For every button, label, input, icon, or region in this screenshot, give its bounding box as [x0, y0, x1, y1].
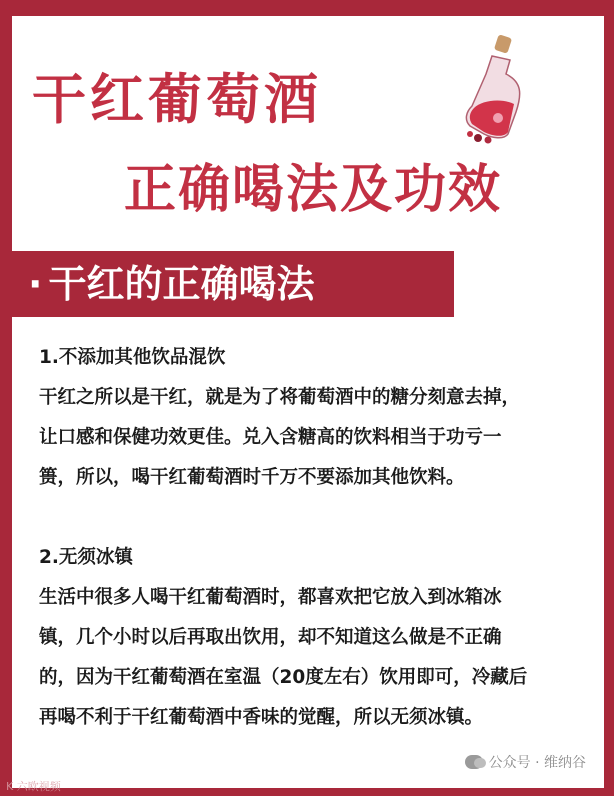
item-2-heading: 2.无须冰镇: [39, 547, 133, 568]
watermark-text: 公众号 · 维纳谷: [488, 755, 586, 771]
corner-watermark: K 六欧视频: [6, 780, 61, 793]
item-2-line: 镇，几个小时以后再取出饮用，却不知道这么做是不正确: [39, 627, 502, 648]
item-2-line: 再喝不利于干红葡萄酒中香味的觉醒，所以无须冰镇。: [39, 707, 484, 728]
watermark: [465, 752, 586, 772]
item-2-line: 生活中很多人喝干红葡萄酒时，都喜欢把它放入到冰箱冰: [39, 587, 502, 608]
item-1-line: 篑，所以，喝干红葡萄酒时千万不要添加其他饮料。: [39, 467, 465, 488]
item-2-line: 的，因为干红葡萄酒在室温（20度左右）饮用即可，冷藏后: [39, 667, 528, 688]
item-1-heading: 1.不添加其他饮品混饮: [39, 347, 226, 368]
wechat-icon: [465, 755, 483, 769]
section-heading: 干红的正确喝法: [48, 262, 315, 306]
section-banner: [12, 251, 454, 317]
item-1-line: 让口感和保健功效更佳。兑入含糖高的饮料相当于功亏一: [39, 427, 502, 448]
poster-card: [12, 16, 604, 788]
wine-bottle-icon: [452, 34, 542, 144]
banner-dot: ·: [28, 262, 43, 306]
item-1-line: 干红之所以是干红，就是为了将葡萄酒中的糖分刻意去掉，: [39, 387, 521, 408]
article-body: [39, 338, 599, 738]
title-line-1: 干红葡萄酒: [32, 68, 322, 131]
title-line-2: 正确喝法及功效: [124, 160, 503, 220]
